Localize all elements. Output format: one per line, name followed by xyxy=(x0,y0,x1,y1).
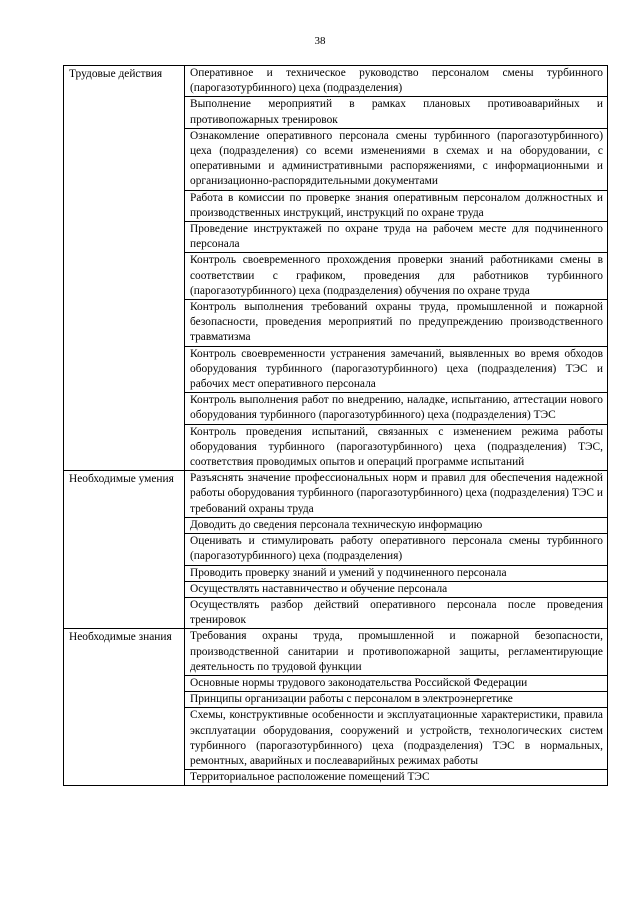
table-cell: Основные нормы трудового законодательства Российской Федерации xyxy=(185,675,608,691)
table-cell: Доводить до сведения персонала техническую информацию xyxy=(185,517,608,533)
page-number: 38 xyxy=(314,35,326,47)
requirements-table xyxy=(63,65,608,786)
table-row xyxy=(64,629,608,676)
table-cell: Контроль выполнения требований охраны труда, промышленной и пожарной безопасности, проведения мероприятий по предупреждению производственного травматизма xyxy=(185,300,608,347)
table-cell: Проведение инструктажей по охране труда на рабочем месте для подчиненного персонала xyxy=(185,222,608,253)
table-row xyxy=(64,471,608,518)
table-cell: Оценивать и стимулировать работу оперативного персонала смены турбинного (парогазотурбинного) цеха (подразделения) xyxy=(185,534,608,565)
table-cell: Работа в комиссии по проверке знания оперативным персоналом должностных и производственных инструкций, инструкций по охране труда xyxy=(185,190,608,221)
table-cell: Схемы, конструктивные особенности и эксплуатационные характеристики, правила эксплуатации оборудования, сооружений и устройств, технологических систем турбинного (парогазотурбинного) цеха (подразделения) ТЭС в нормальных, ремонтных, аварийных и послеаварийных режимах работы xyxy=(185,708,608,770)
row-label-required-knowledge: Необходимые знания xyxy=(64,629,185,786)
table-row xyxy=(64,66,608,97)
table-cell: Контроль проведения испытаний, связанных с изменением режима работы оборудования турбинного (парогазотурбинного) цеха (подразделения) ТЭС, соответствия проводимых опытов и операций программе испытаний xyxy=(185,424,608,471)
row-label-required-skills: Необходимые умения xyxy=(64,471,185,629)
row-label-labor-actions: Трудовые действия xyxy=(64,66,185,471)
table-cell: Требования охраны труда, промышленной и пожарной безопасности, производственной санитарии и противопожарной защиты, регламентирующие деятельность по трудовой функции xyxy=(185,629,608,676)
table-cell: Контроль выполнения работ по внедрению, наладке, испытанию, аттестации нового оборудования турбинного (парогазотурбинного) цеха (подразделения) ТЭС xyxy=(185,393,608,424)
table-cell: Проводить проверку знаний и умений у подчиненного персонала xyxy=(185,565,608,581)
table-cell: Разъяснять значение профессиональных норм и правил для обеспечения надежной работы оборудования турбинного (парогазотурбинного) цеха (подразделения) ТЭС и требований охраны труда xyxy=(185,471,608,518)
table-cell: Принципы организации работы с персоналом в электроэнергетике xyxy=(185,692,608,708)
table-cell: Территориальное расположение помещений ТЭС xyxy=(185,770,608,786)
table-cell: Осуществлять наставничество и обучение персонала xyxy=(185,581,608,597)
table-cell: Контроль своевременного прохождения проверки знаний работниками смены в соответствии с графиком, проведения для работников турбинного (парогазотурбинного) цеха (подразделения) обучения по охране труда xyxy=(185,253,608,300)
table-cell: Контроль своевременности устранения замечаний, выявленных во время обходов оборудования турбинного (парогазотурбинного) цеха (подразделения) ТЭС и рабочих мест оперативного персонала xyxy=(185,346,608,393)
table-cell: Оперативное и техническое руководство персоналом смены турбинного (парогазотурбинного) цеха (подразделения) xyxy=(185,66,608,97)
table-cell: Ознакомление оперативного персонала смены турбинного (парогазотурбинного) цеха (подразделения) со всеми изменениями в схемах и на оборудовании, с оперативными и административными распоряжениями, с информационными и организационно-распорядительными документами xyxy=(185,128,608,190)
table-cell: Осуществлять разбор действий оперативного персонала после проведения тренировок xyxy=(185,597,608,628)
table-cell: Выполнение мероприятий в рамках плановых противоаварийных и противопожарных тренировок xyxy=(185,97,608,128)
